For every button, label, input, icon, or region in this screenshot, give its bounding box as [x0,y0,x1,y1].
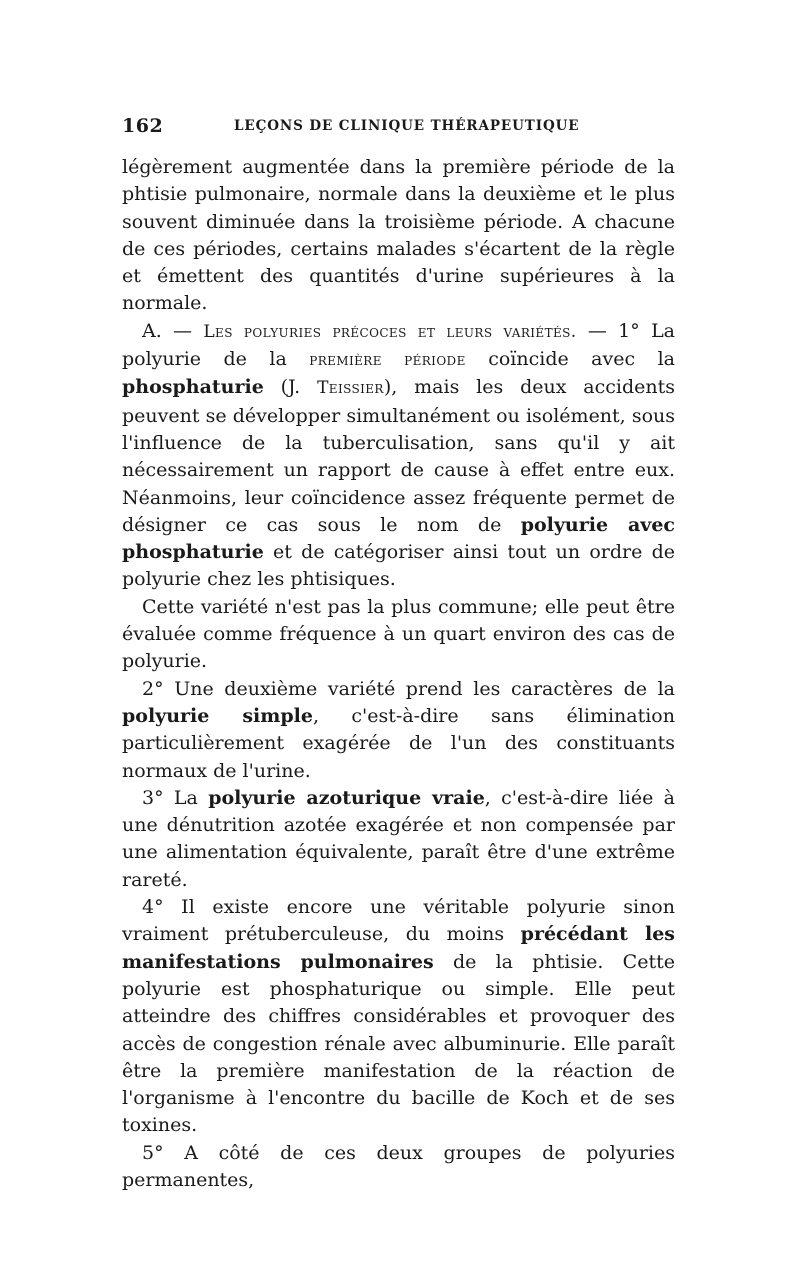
text-run: (J. [263,376,318,399]
page-number: 162 [122,115,164,137]
page-header [122,115,675,139]
running-head: LEÇONS DE CLINIQUE THÉRAPEUTIQUE [234,118,580,134]
text-run: 4° Il existe encore une véritable polyurie sinon vraiment prétuberculeuse, du moins [122,896,675,946]
paragraph-1: légèrement augmentée dans la première période de la phtisie pulmonaire, normale dans la deuxième et le plus souvent diminuée dans la troisième période. A chacune de ces périodes, certains malades s'écartent de la règle et émettent des quantités d'urine supérieures à la normale. [122,156,675,315]
text-run: , c'est-à-dire sans élimination particulièrement exagérée de l'un des constituants normaux de l'urine. [122,704,675,782]
paragraph-7: 5° A côté de ces deux groupes de polyuries permanentes, [122,1141,675,1191]
text-run: — 1° La polyurie de la [122,319,676,371]
bold-term: polyurie azoturique vraie [208,786,485,809]
author-name: Teissier [317,378,384,399]
text-run: 2° Une deuxième variété prend les caractères de la [142,677,675,700]
paragraph-5 [122,785,675,894]
text-run: 3° La [142,786,209,809]
text-run: ), mais les deux accidents peuvent se développer simultanément ou isolément, sous l'influence de la tuberculisation, sans qu'il y ait nécessairement un rapport de cause à effet entre eux. Néanmoins, leur coïncidence assez fréquente permet de désigner ce cas sous le nom de [122,376,675,536]
bold-term: phosphaturie [122,376,264,399]
bold-term: précédant les manifestations pulmonaires [122,923,675,973]
paragraph-2 [122,318,675,594]
text-run: coïncide avec la [465,348,675,371]
paragraph-3: Cette variété n'est pas la plus commune; elle peut être évaluée comme fréquence à un quart environ des cas de polyurie. [122,595,675,673]
section-label: A. — [142,319,204,342]
body-text [122,154,675,1194]
paragraph-4 [122,676,675,785]
small-caps-term: première période [309,350,466,371]
paragraph-6 [122,894,675,1140]
bold-term: polyurie avec phosphaturie [122,513,675,564]
bold-term: polyurie simple [122,704,313,727]
text-run: de la phtisie. Cette polyurie est phosphaturique ou simple. Elle peut atteindre des chiffres considérables et provoquer des accès de congestion rénale avec albuminurie. Elle paraît être la première manifestation de la réaction de l'organisme à l'encontre du bacille de Koch et de ses toxines. [122,950,675,1137]
text-run: , c'est-à-dire liée à une dénutrition azotée exagérée et non compensée par une alimentation équivalente, paraît être d'une extrême rareté. [122,786,675,891]
text-run: et de catégoriser ainsi tout un ordre de polyurie chez les phtisiques. [122,541,675,591]
section-heading: Les polyuries précoces et leurs variétés. [203,321,577,342]
